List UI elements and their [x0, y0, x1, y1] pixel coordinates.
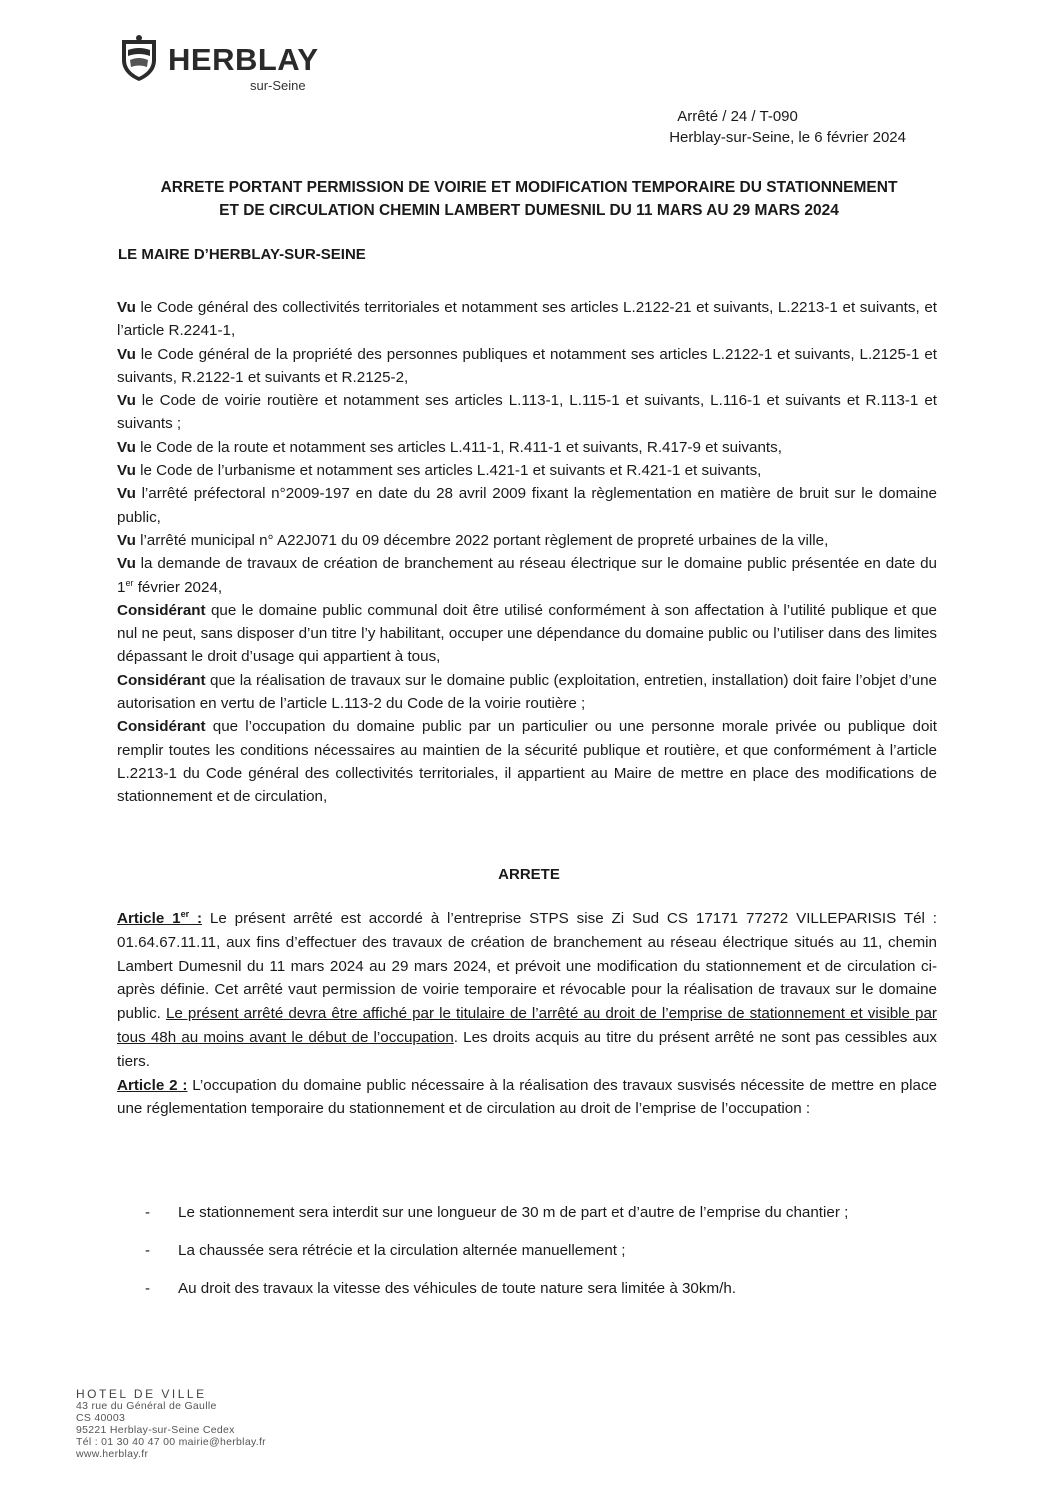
footer-phone: Tél : 01 30 40 47 00 mairie@herblay.fr [76, 1436, 266, 1448]
measures-list [140, 1196, 940, 1306]
footer-line: CS 40003 [76, 1412, 126, 1424]
consideration-item: Vu l’arrêté municipal n° A22J071 du 09 décembre 2022 portant règlement de propreté urbaines de la ville, [117, 531, 829, 549]
consideration-item: Considérant que l’occupation du domaine public par un particulier ou une personne morale privée ou publique doit remplir toutes les conditions nécessaires au maintien de la sécurité publique et routière, et que conformément à l’article L.2213-1 du Code général des collectivités territoriales, il appartient au Maire de mettre en place des modifications de stationnement et de circulation, [117, 718, 937, 806]
document-title [120, 176, 938, 222]
list-item: - La chaussée sera rétrécie et la circulation alternée manuellement ; [145, 1242, 626, 1259]
city-subtitle: sur-Seine [250, 78, 306, 93]
posting-requirement: Le présent arrêté devra être affiché par le titulaire de l’arrêté au droit de l’emprise de stationnement et visible par tous 48h au moins avant le début de l’occupation [117, 1005, 937, 1046]
article-1-label: Article 1er : [117, 908, 203, 927]
consideration-item: Considérant que la réalisation de travaux sur le domaine public (exploitation, entretien, installation) doit faire l’objet d’une autorisation en vertu de l’article L.113-2 du Code de la voirie routière ; [117, 671, 937, 713]
decree-number: Arrêté / 24 / T-090 [677, 108, 798, 125]
consideration-item: Vu la demande de travaux de création de branchement au réseau électrique sur le domaine public présentée en date du 1er février 2024, [117, 555, 937, 596]
considerations [117, 296, 937, 809]
consideration-item: Vu le Code de l’urbanisme et notamment ses articles L.421-1 et suivants et R.421-1 et suivants, [117, 462, 762, 480]
consideration-item: Vu le Code de voirie routière et notamment ses articles L.113-1, L.115-1 et suivants, L.116-1 et suivants et R.113-1 et suivants ; [117, 392, 937, 433]
footer-hotel: HOTEL DE VILLE [76, 1387, 207, 1401]
mayor-heading: LE MAIRE D’HERBLAY-SUR-SEINE [118, 246, 366, 263]
city-name: HERBLAY [168, 42, 319, 77]
reference-block [669, 106, 906, 148]
footer-address [76, 1388, 266, 1460]
consideration-item: Vu le Code général des collectivités territoriales et notamment ses articles L.2122-21 et suivants, L.2213-1 et suivants, et l’article R.2241-1, [117, 299, 937, 340]
list-item: - Le stationnement sera interdit sur une longueur de 30 m de part et d’autre de l’emprise du chantier ; [145, 1204, 849, 1221]
list-item: - Au droit des travaux la vitesse des véhicules de toute nature sera limitée à 30km/h. [145, 1280, 737, 1297]
footer-line: 43 rue du Général de Gaulle [76, 1400, 217, 1412]
title-line: ARRETE PORTANT PERMISSION DE VOIRIE ET MODIFICATION TEMPORAIRE DU STATIONNEMENT [160, 179, 898, 196]
consideration-item: Vu le Code général de la propriété des personnes publiques et notamment ses articles L.2122-1 et suivants, L.2125-1 et suivants, R.2122-1 et suivants et R.2125-2, [117, 345, 937, 386]
article-1: Article 1er : Le présent arrêté est accordé à l’entreprise STPS sise Zi Sud CS 17171 77272 VILLEPARISIS Tél : 01.64.67.11.11, aux fins d’effectuer des travaux de création de branchement au réseau électrique situés au 11, chemin Lambert Dumesnil du 11 mars 2024 au 29 mars 2024, et prévoit une modification du stationnement et de circulation ci-après définie. Cet arrêté vaut permission de voirie temporaire et révocable pour la réalisation de travaux sur le domaine public. Le présent arrêté devra être affiché par le titulaire de l’arrêté au droit de l’emprise de stationnement et visible par tous 48h au moins avant le début de l’occupation. Les droits acquis au titre du présent arrêté ne sont pas cessibles aux tiers. [117, 908, 938, 1070]
footer-website: www.herblay.fr [76, 1448, 149, 1460]
title-line: ET DE CIRCULATION CHEMIN LAMBERT DUMESNIL DU 11 MARS AU 29 MARS 2024 [219, 202, 839, 219]
article-2: Article 2 : L’occupation du domaine public nécessaire à la réalisation des travaux susvisés nécessite de mettre en place une réglementation temporaire du stationnement et de circulation au droit de l’emprise de l’occupation : [117, 1076, 937, 1118]
city-crest-icon [118, 34, 160, 82]
footer-line: 95221 Herblay-sur-Seine Cedex [76, 1424, 235, 1436]
article-2-label: Article 2 : [117, 1076, 188, 1094]
consideration-item: Vu le Code de la route et notamment ses articles L.411-1, R.411-1 et suivants, R.417-9 et suivants, [117, 438, 782, 456]
consideration-item: Vu l’arrêté préfectoral n°2009-197 en date du 28 avril 2009 fixant la règlementation en matière de bruit sur le domaine public, [117, 485, 937, 526]
arrete-heading: ARRETE [498, 866, 560, 883]
place-date: Herblay-sur-Seine, le 6 février 2024 [669, 129, 906, 146]
articles [117, 907, 937, 1121]
consideration-item: Considérant que le domaine public communal doit être utilisé conformément à son affectation à l’utilité publique et que nul ne peut, sans disposer d’un titre l’y habilitant, occuper une dépendance du domaine public ou l’utiliser dans des limites dépassant le droit d’usage qui appartient à tous, [117, 601, 937, 666]
